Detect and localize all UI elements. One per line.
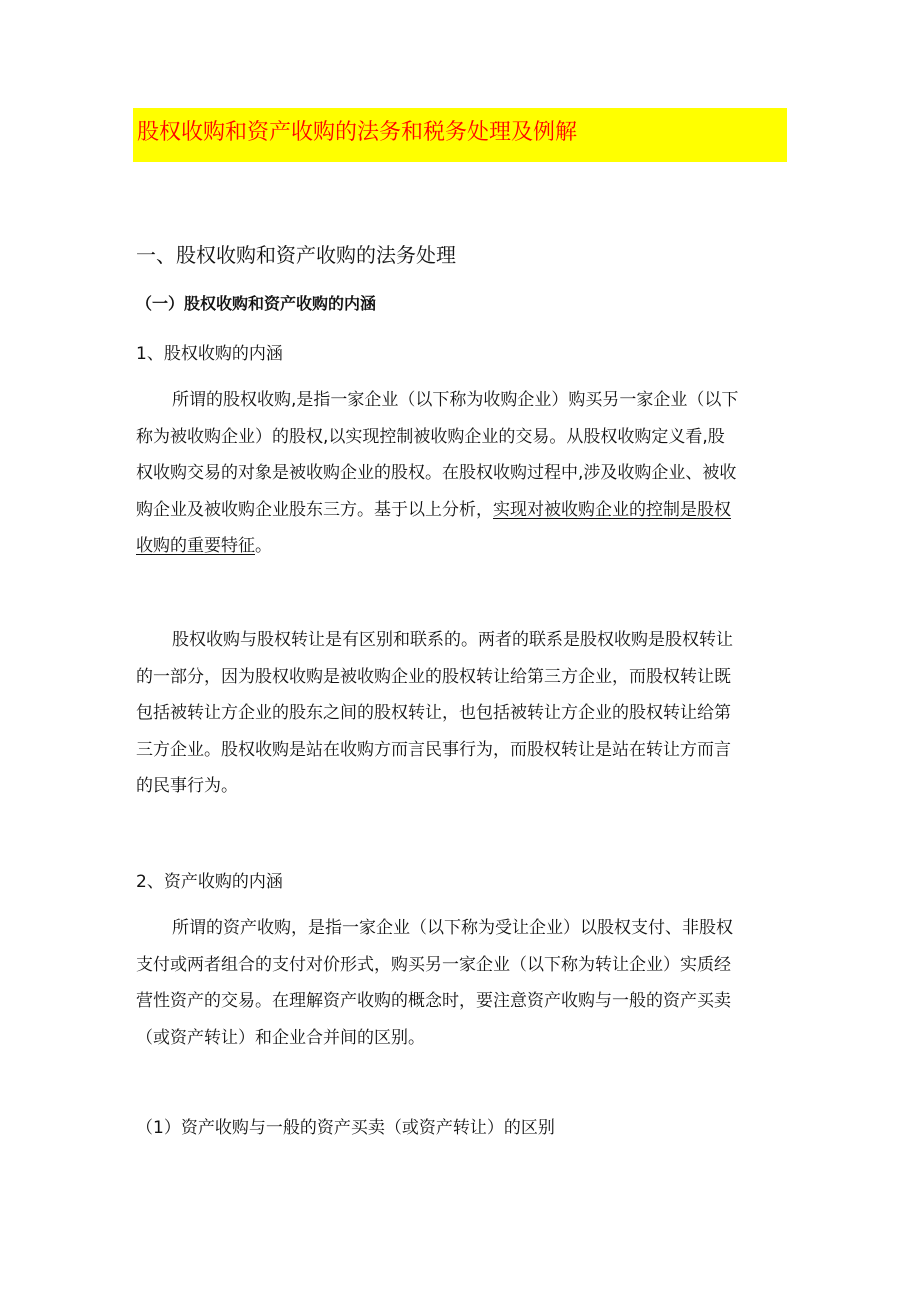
paragraph-line: 所谓的资产收购，是指一家企业（以下称为受让企业）以股权支付、非股权 bbox=[172, 918, 733, 938]
paragraph-line: 所谓的股权收购,是指一家企业（以下称为收购企业）购买另一家企业（以下 bbox=[172, 390, 739, 410]
item-heading-asset-acquisition: 2、资产收购的内涵 bbox=[136, 872, 283, 892]
paragraph-line bbox=[136, 528, 786, 565]
paragraph-line: 权收购交易的对象是被收购企业的股权。在股权收购过程中,涉及收购企业、被收 bbox=[136, 463, 737, 483]
paragraph-line: 股权收购与股权转让是有区别和联系的。两者的联系是股权收购是股权转让 bbox=[172, 630, 733, 650]
paragraph-text: 。 bbox=[255, 536, 272, 556]
item-heading-equity-acquisition: 1、股权收购的内涵 bbox=[136, 344, 283, 364]
paragraph-equity-acquisition-vs-transfer bbox=[136, 622, 786, 805]
paragraph-line: 包括被转让方企业的股东之间的股权转让，也包括被转让方企业的股权转让给第 bbox=[136, 703, 731, 723]
paragraph-line: 支付或两者组合的支付对价形式，购买另一家企业（以下称为转让企业）实质经 bbox=[136, 954, 731, 975]
paragraph-asset-acquisition-definition bbox=[136, 910, 786, 1056]
paragraph-line: 称为被收购企业）的股权,以实现控制被收购企业的交易。从股权收购定义看,股 bbox=[136, 426, 725, 447]
paragraph-equity-acquisition-definition bbox=[136, 382, 786, 565]
document-title: 股权收购和资产收购的法务和税务处理及例解 bbox=[137, 120, 578, 145]
paragraph-line: 的一部分，因为股权收购是被收购企业的股权转让给第三方企业，而股权转让既 bbox=[136, 666, 731, 687]
paragraph-line: 营性资产的交易。在理解资产收购的概念时，要注意资产收购与一般的资产买卖 bbox=[136, 991, 731, 1011]
underlined-text: 实现对被收购企业的控制是股权 bbox=[493, 499, 731, 520]
subsection-heading: （一）股权收购和资产收购的内涵 bbox=[136, 294, 377, 313]
item-heading-asset-vs-sale: （1）资产收购与一般的资产买卖（或资产转让）的区别 bbox=[136, 1118, 555, 1138]
paragraph-line: （或资产转让）和企业合并间的区别。 bbox=[136, 1027, 425, 1048]
underlined-text: 收购的重要特征 bbox=[136, 536, 255, 556]
paragraph-line: 的民事行为。 bbox=[136, 776, 238, 796]
paragraph-line: 三方企业。股权收购是站在收购方而言民事行为，而股权转让是站在转让方而言 bbox=[136, 739, 731, 760]
section-heading: 一、股权收购和资产收购的法务处理 bbox=[136, 243, 456, 267]
paragraph-text: 购企业及被收购企业股东三方。基于以上分析， bbox=[136, 499, 493, 520]
paragraph-line bbox=[136, 492, 786, 529]
